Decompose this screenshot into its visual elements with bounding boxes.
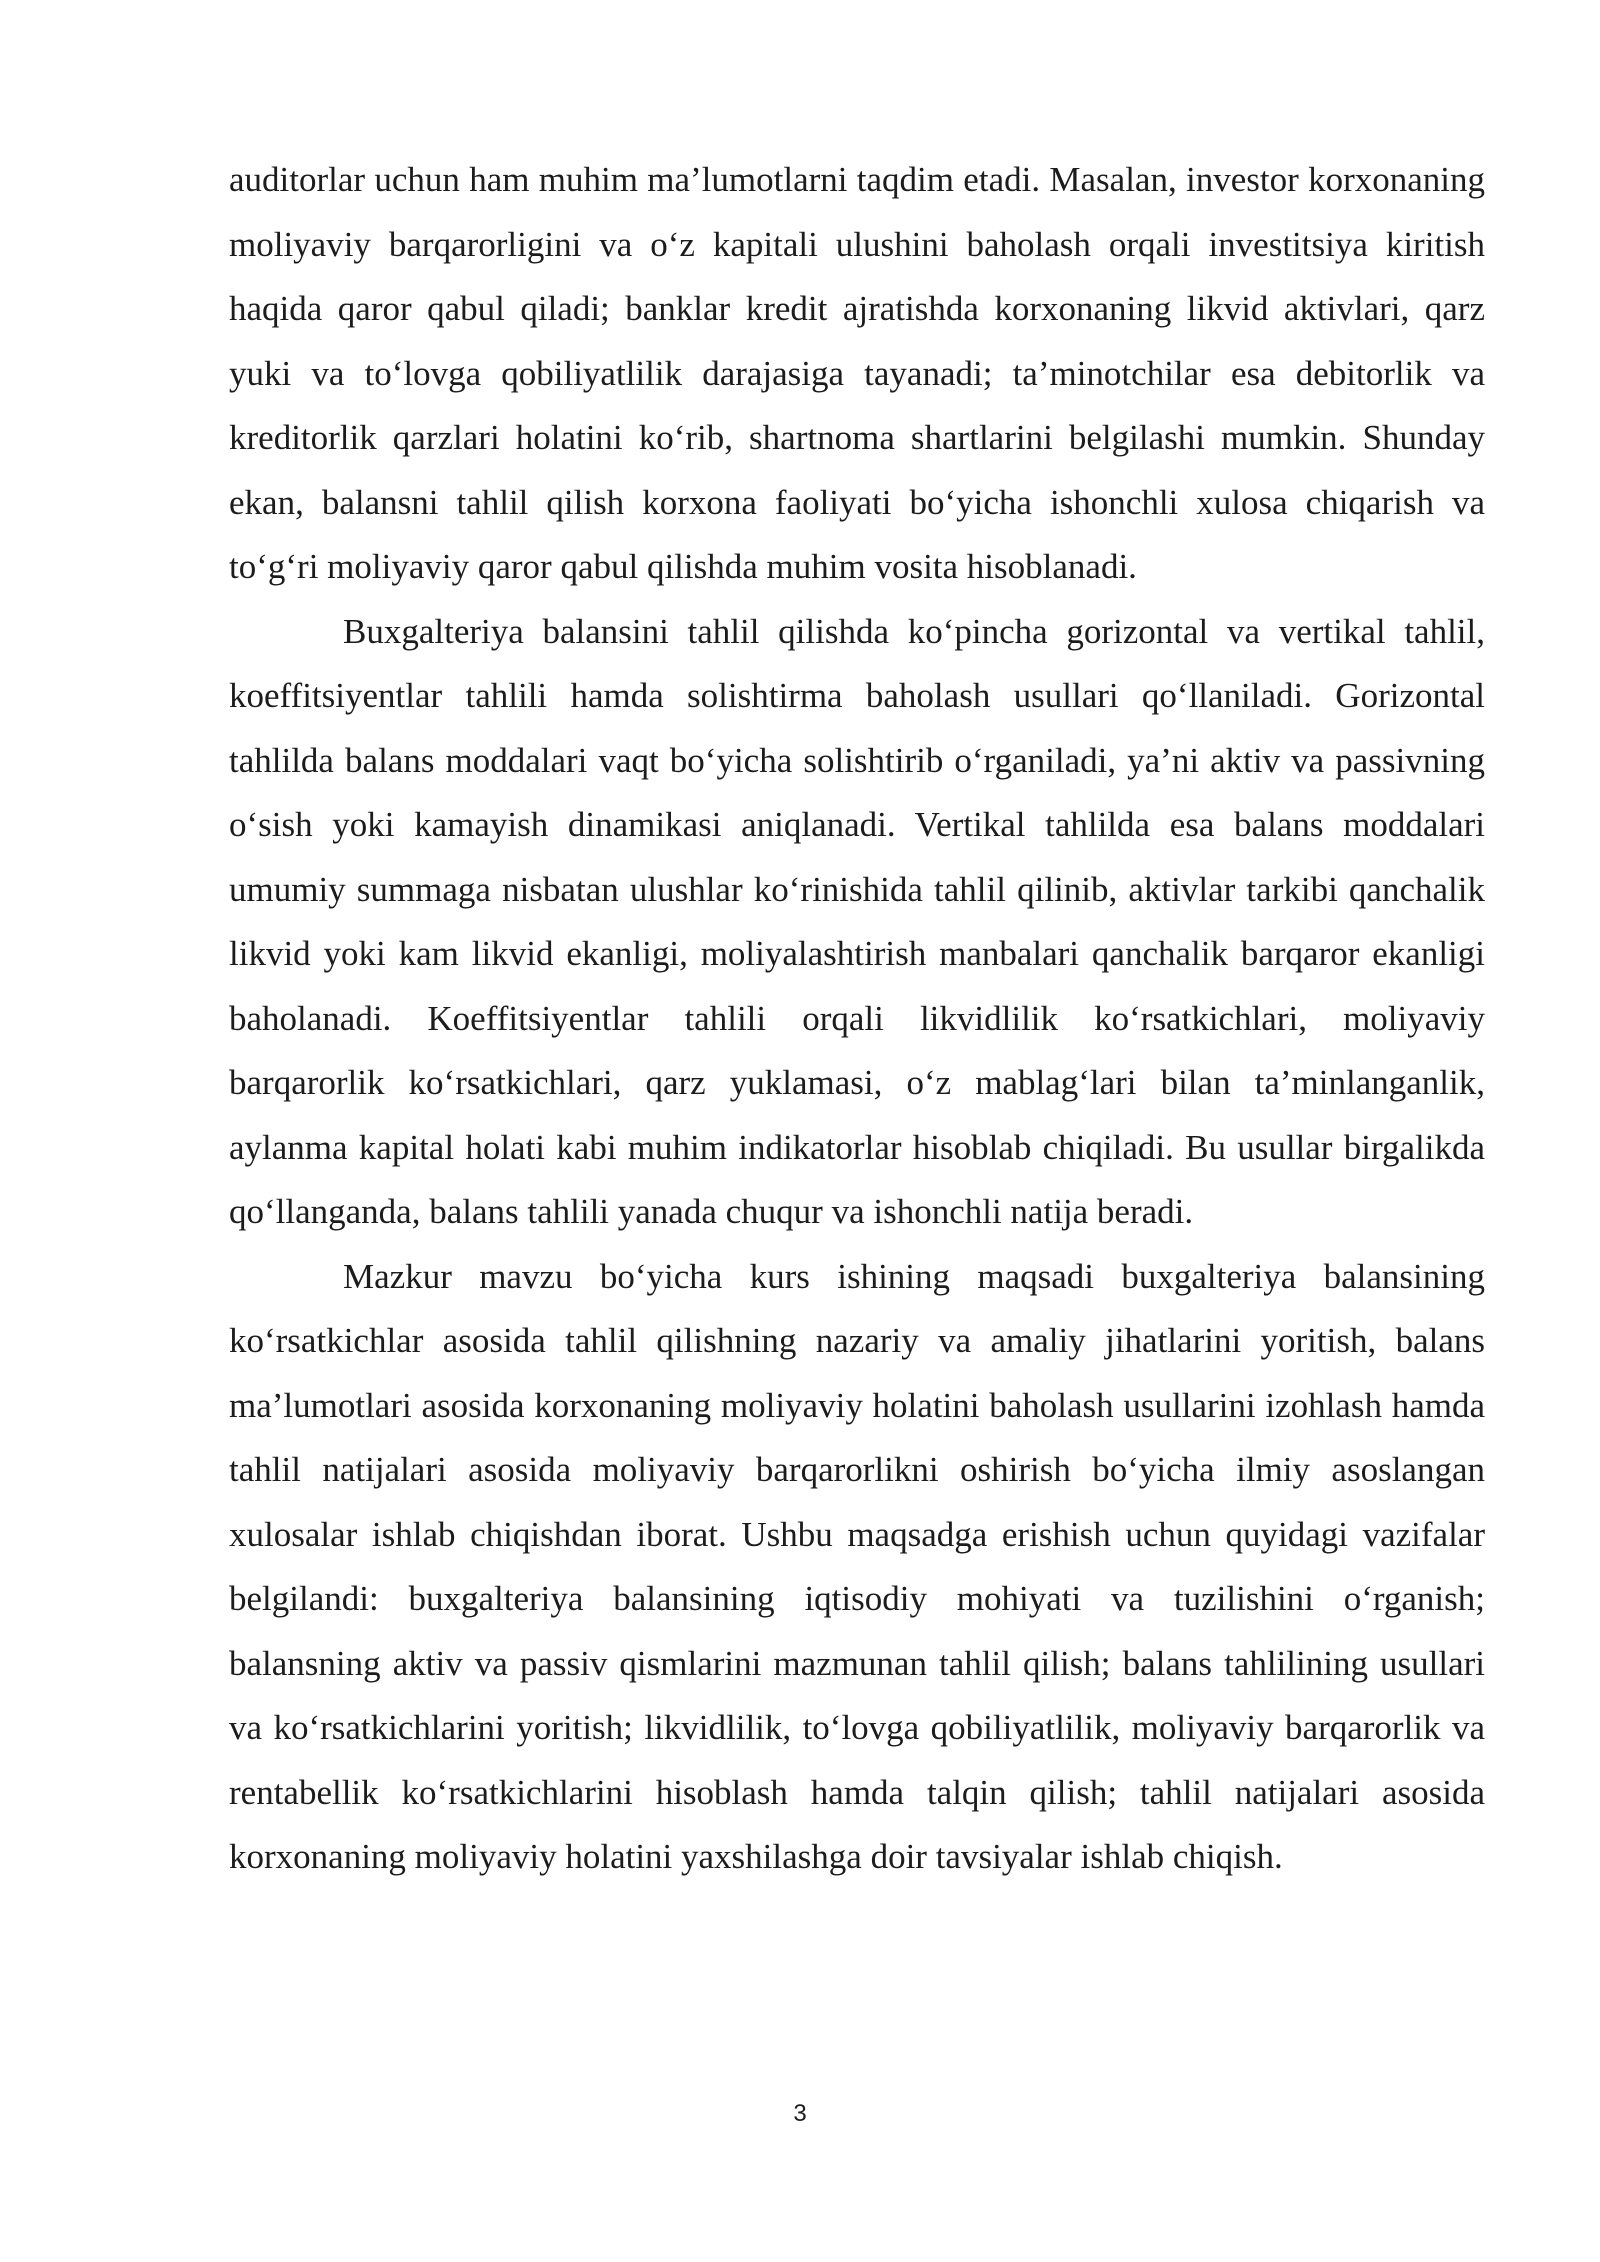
paragraph-course-goal: Mazkur mavzu bo‘yicha kurs ishining maqsadi buxgalteriya balansining ko‘rsatkichlar asosida tahlil qilishning nazariy va amaliy jihatlarini yoritish, balans ma’lumotlari asosida korxonaning moliyaviy holatini baholash usullarini izohlash hamda tahlil natijalari asosida moliyaviy barqarorlikni oshirish bo‘yicha ilmiy asoslangan xulosalar ishlab chiqishdan iborat. Ushbu maqsadga erishish uchun quyidagi vazifalar belgilandi: buxgalteriya balansining iqtisodiy mohiyati va tuzilishini o‘rganish; balansning aktiv va passiv qismlarini mazmunan tahlil qilish; balans tahlilining usullari va ko‘rsatkichlarini yoritish; likvidlilik, to‘lovga qobiliyatlilik, moliyaviy barqarorlik va rentabellik ko‘rsatkichlarini hisoblash hamda talqin qilish; tahlil natijalari asosida korxonaning moliyaviy holatini yaxshilashga doir tavsiyalar ishlab chiqish.: [229, 1256, 1485, 1876]
paragraph-continuation: auditorlar uchun ham muhim ma’lumotlarni taqdim etadi. Masalan, investor korxonaning moliyaviy barqarorligini va o‘z kapitali ulushini baholash orqali investitsiya kiritish haqida qaror qabul qiladi; banklar kredit ajratishda korxonaning likvid aktivlari, qarz yuki va to‘lovga qobiliyatlilik darajasiga tayanadi; ta’minotchilar esa debitorlik va kreditorlik qarzlari holatini ko‘rib, shartnoma shartlarini belgilashi mumkin. Shunday ekan, balansni tahlil qilish korxona faoliyati bo‘yicha ishonchli xulosa chiqarish va to‘g‘ri moliyaviy qaror qabul qilishda muhim vosita hisoblanadi.: [229, 160, 1485, 586]
body-text: [229, 148, 1485, 1890]
page-number: 3: [793, 2100, 807, 2127]
paragraph-analysis-methods: Buxgalteriya balansini tahlil qilishda ko‘pincha gorizontal va vertikal tahlil, koeffitsiyentlar tahlili hamda solishtirma baholash usullari qo‘llaniladi. Gorizontal tahlilda balans moddalari vaqt bo‘yicha solishtirib o‘rganiladi, ya’ni aktiv va passivning o‘sish yoki kamayish dinamikasi aniqlanadi. Vertikal tahlilda esa balans moddalari umumiy summaga nisbatan ulushlar ko‘rinishida tahlil qilinib, aktivlar tarkibi qanchalik likvid yoki kam likvid ekanligi, moliyalashtirish manbalari qanchalik barqaror ekanligi baholanadi. Koeffitsiyentlar tahlili orqali likvidlilik ko‘rsatkichlari, moliyaviy barqarorlik ko‘rsatkichlari, qarz yuklamasi, o‘z mablag‘lari bilan ta’minlanganlik, aylanma kapital holati kabi muhim indikatorlar hisoblab chiqiladi. Bu usullar birgalikda qo‘llanganda, balans tahlili yanada chuqur va ishonchli natija beradi.: [229, 611, 1485, 1231]
